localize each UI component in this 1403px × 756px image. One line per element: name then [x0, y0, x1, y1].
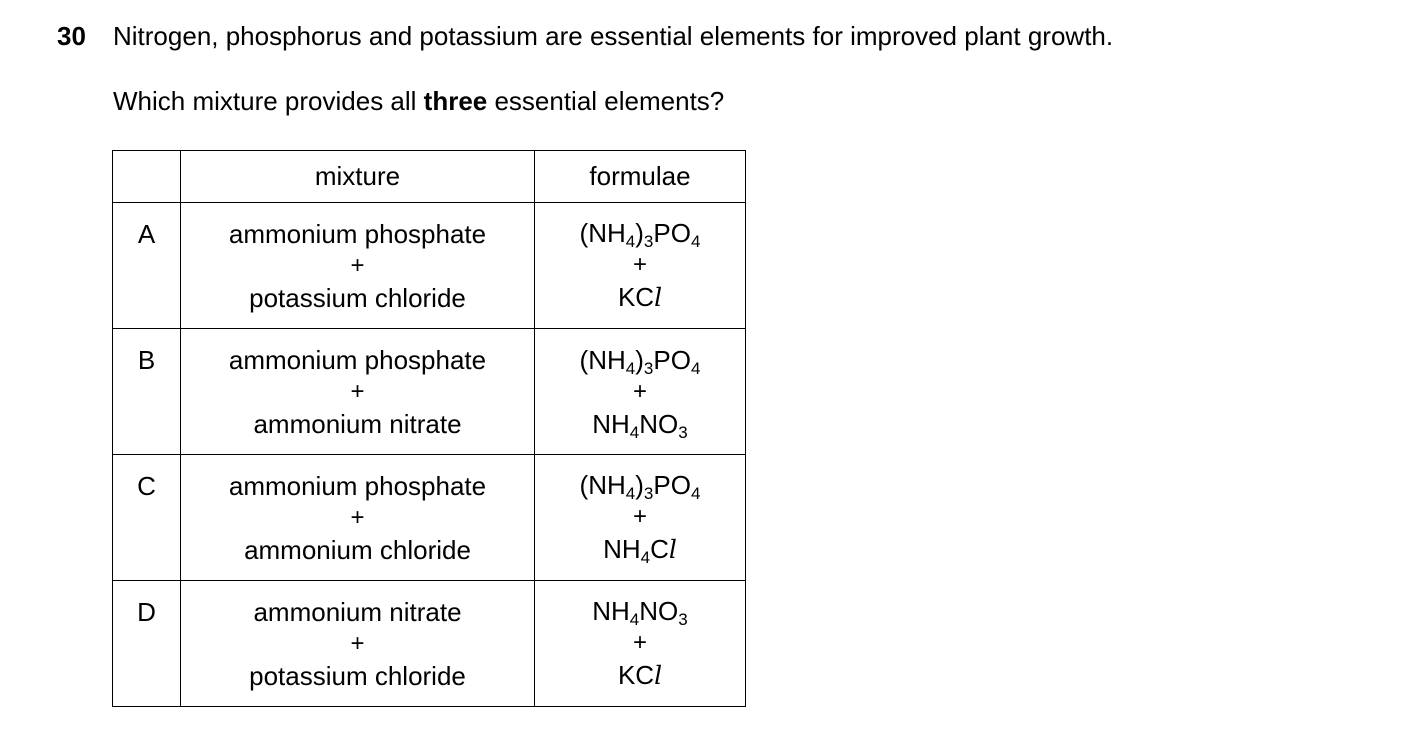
formula-2: $NH_4Cl$ [603, 534, 677, 567]
mixture-component-1: ammonium phosphate [228, 344, 487, 375]
formulae-cell [535, 455, 746, 581]
option-row-b[interactable] [113, 329, 746, 455]
mixture-cell [181, 455, 535, 581]
mixture-cell [181, 329, 535, 455]
formula-2: KCl [617, 660, 663, 690]
formula-1: $(NH_4)_3PO_4$ [579, 218, 701, 251]
options-table [112, 150, 746, 707]
plus-sign: + [632, 377, 647, 405]
header-mixture: mixture [181, 151, 535, 203]
formula-2: KCl [617, 282, 663, 312]
option-row-d[interactable] [113, 581, 746, 707]
plus-sign: + [350, 251, 365, 279]
option-key: A [113, 203, 181, 329]
prompt-text-end: essential elements? [487, 86, 725, 116]
plus-sign: + [632, 503, 647, 530]
mixture-component-2: potassium chloride [249, 282, 466, 313]
prompt-text-start: Which mixture provides all [113, 86, 424, 116]
mixture-component-1: ammonium phosphate [228, 218, 487, 249]
option-key: C [113, 455, 181, 581]
option-row-c[interactable] [113, 455, 746, 581]
formula-1: $(NH_4)_3PO_4$ [579, 470, 701, 503]
plus-sign: + [350, 377, 365, 405]
formulae-cell [535, 329, 746, 455]
formula-1: $(NH_4)_3PO_4$ [579, 344, 701, 378]
formula-2: $NH_4NO_3$ [592, 408, 688, 442]
option-key: D [113, 581, 181, 707]
table-header-row [113, 151, 746, 203]
plus-sign: + [632, 251, 647, 278]
mixture-component-1: ammonium nitrate [253, 596, 462, 627]
plus-sign: + [632, 629, 647, 656]
mixture-cell [181, 581, 535, 707]
mixture-component-2: ammonium nitrate [253, 408, 462, 439]
formula-1: $NH_4NO_3$ [592, 596, 688, 629]
formulae-cell [535, 203, 746, 329]
option-key: B [113, 329, 181, 455]
option-row-a[interactable] [113, 203, 746, 329]
question-number: 30 [57, 21, 86, 51]
mixture-component-2: ammonium chloride [244, 534, 471, 565]
mixture-component-1: ammonium phosphate [228, 470, 487, 501]
prompt-emphasis: three [423, 86, 488, 116]
header-blank [113, 151, 181, 203]
mixture-cell [181, 203, 535, 329]
question-prompt [113, 85, 724, 117]
question-stem: Nitrogen, phosphorus and potassium are essential elements for improved plant growth. [113, 21, 1114, 51]
plus-sign: + [350, 503, 365, 531]
header-formulae: formulae [535, 151, 746, 203]
mixture-component-2: potassium chloride [249, 660, 466, 691]
formulae-cell [535, 581, 746, 707]
plus-sign: + [350, 629, 365, 657]
